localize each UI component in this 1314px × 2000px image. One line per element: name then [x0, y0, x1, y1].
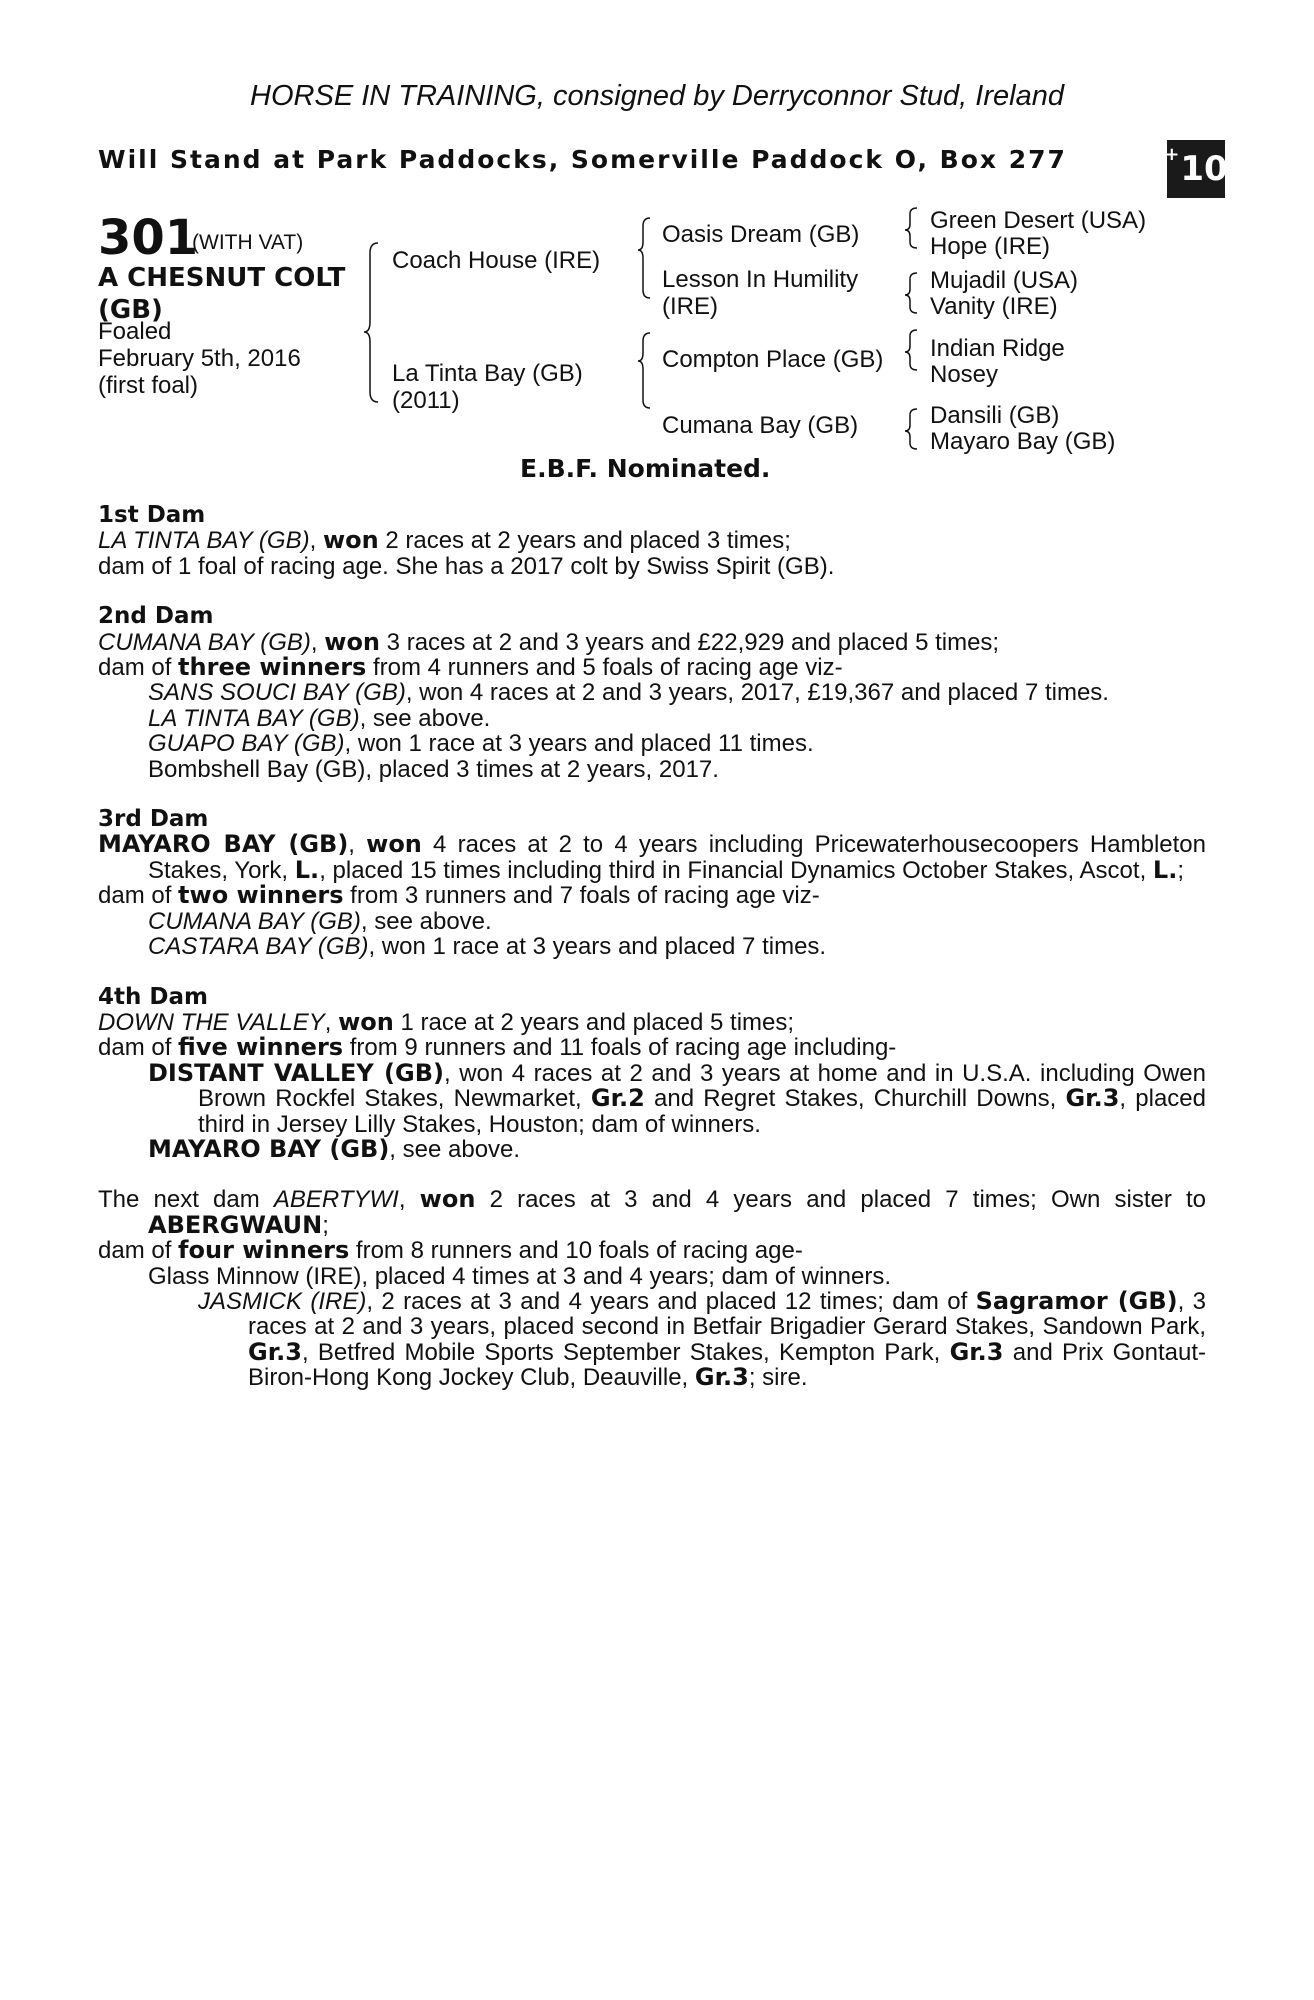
horse-name: CUMANA BAY (GB): [148, 907, 361, 935]
foal-note: (first foal): [98, 372, 199, 399]
record-text: 2 races at 3 and 4 years and placed 7 times; Own sister to: [475, 1186, 1207, 1214]
produce-entry: [98, 731, 1206, 756]
won-label: won: [338, 1007, 394, 1036]
text: from 4 runners and 5 foals of racing age viz-: [366, 654, 843, 682]
lot-description-line2: (GB): [98, 295, 163, 325]
horse-name: JASMICK (IRE): [198, 1287, 367, 1315]
record-text: , Betfred Mobile Sports September Stakes, Kempton Park,: [301, 1338, 950, 1366]
produce-entry: [98, 934, 1206, 959]
pedigree-dam-line1: La Tinta Bay (GB): [392, 360, 583, 387]
record-text: , won 1 race at 3 years and placed 7 times.: [368, 933, 827, 961]
pedigree-g6: Nosey: [930, 361, 999, 388]
record-text: 3 races at 2 and 3 years and £22,929 and placed 5 times;: [380, 628, 1000, 656]
ebf-nominated: E.B.F. Nominated.: [520, 454, 771, 483]
listed-label: L.: [1152, 855, 1178, 884]
next-dam-record: [98, 1187, 1206, 1238]
pedigree-g1: Green Desert (USA): [930, 207, 1147, 234]
grand-produce-entry: [98, 1286, 1207, 1392]
produce-entry: [98, 1134, 1206, 1163]
pedigree-g4: Vanity (IRE): [930, 293, 1058, 320]
text: dam of: [98, 1034, 179, 1062]
second-dam-section: [98, 604, 1206, 782]
text: ,: [398, 1186, 420, 1214]
pedigree-sire-sire: Oasis Dream (GB): [662, 221, 860, 248]
horse-name: ABERTYWI: [273, 1186, 399, 1214]
horse-name: DOWN THE VALLEY: [98, 1008, 325, 1036]
foaled-label: Foaled: [98, 318, 172, 345]
won-label: won: [324, 627, 381, 656]
pedigree-g3: Mujadil (USA): [930, 267, 1079, 294]
first-dam-section: [98, 503, 1206, 579]
won-label: won: [419, 1185, 476, 1214]
first-dam-title: 1st Dam: [98, 502, 206, 528]
winners-count: two winners: [178, 881, 344, 910]
text: dam of: [98, 654, 179, 682]
winners-count: four winners: [178, 1236, 350, 1265]
horse-name: LA TINTA BAY (GB): [148, 704, 360, 732]
produce-entry: Bombshell Bay (GB), placed 3 times at 2 years, 2017.: [148, 755, 719, 783]
record-text: , placed 15 times including third in Financial Dynamics October Stakes, Ascot,: [319, 856, 1153, 884]
horse-name: MAYARO BAY (GB): [148, 1134, 390, 1163]
record-text: 1 race at 2 years and placed 5 times;: [393, 1008, 795, 1036]
pedigree-dam-sire: Compton Place (GB): [662, 346, 884, 373]
horse-name: Sagramor (GB): [975, 1286, 1178, 1315]
group-label: Gr.3: [248, 1337, 302, 1366]
record-text: , see above.: [359, 704, 491, 732]
record-text: , 2 races at 3 and 4 years and placed 12 times; dam of: [366, 1287, 976, 1315]
horse-name: SANS SOUCI BAY (GB): [148, 679, 406, 707]
produce-entry: [98, 1058, 1207, 1138]
record-text: , won 4 races at 2 and 3 years at home and in U.S.A. including Owen Brown Rockfel Stakes, Newmarket,: [198, 1059, 1206, 1113]
record-text: , see above.: [389, 1135, 521, 1163]
badge-number: 10: [1180, 149, 1228, 189]
first-dam-produce: dam of 1 foal of racing age. She has a 2017 colt by Swiss Spirit (GB).: [98, 552, 835, 580]
first-dam-record: LA TINTA BAY (GB), won 2 races at 2 years and placed 3 times;: [98, 526, 791, 555]
won-label: won: [366, 830, 422, 859]
third-dam-record: MAYARO BAY (GB), won 4 races at 2 to 4 years including Pricewaterhousecoopers Hambleton Stakes, York, L., placed 15 times including third in Financial Dynamics October Stakes, Ascot, L.;: [98, 830, 1206, 884]
record-text: , placed third in Jersey Lilly Stakes, Houston; dam of winners.: [198, 1085, 1207, 1138]
text: from 3 runners and 7 foals of racing age viz-: [343, 882, 820, 910]
dam-lines: [98, 503, 1206, 1416]
third-dam-section: [98, 807, 1206, 959]
group-label: Gr.2: [590, 1084, 645, 1113]
pedigree-sire-dam-line2: (IRE): [662, 293, 718, 320]
fourth-dam-title: 4th Dam: [98, 983, 208, 1010]
record-text: , won 1 race at 3 years and placed 11 times.: [344, 730, 814, 758]
pedigree-g5: Indian Ridge: [930, 335, 1065, 362]
produce-entry: [98, 680, 1206, 705]
pedigree-g2: Hope (IRE): [930, 233, 1051, 260]
horse-name: GUAPO BAY (GB): [148, 730, 345, 758]
pedigree-dam-line2: (2011): [392, 387, 460, 414]
fourth-dam-produce-summary: [98, 1035, 1206, 1060]
horse-name: LA TINTA BAY (GB): [98, 527, 310, 555]
horse-name: DISTANT VALLEY (GB): [148, 1058, 444, 1087]
record-text: and Regret Stakes, Churchill Downs,: [644, 1085, 1066, 1113]
winners-count: five winners: [178, 1033, 344, 1062]
record-text: 2 races at 2 years and placed 3 times;: [378, 527, 791, 555]
second-dam-produce-summary: [98, 655, 1206, 680]
produce-entry: [98, 909, 1206, 934]
record-text: 4 races at 2 to 4 years including Pricewaterhousecoopers Hambleton Stakes, York,: [148, 831, 1206, 884]
lot-number: 301: [98, 210, 199, 266]
horse-name: ABERGWAUN: [148, 1210, 323, 1239]
second-dam-record: CUMANA BAY (GB), won 3 races at 2 and 3 years and £22,929 and placed 5 times;: [98, 627, 1000, 656]
foal-date: February 5th, 2016: [98, 345, 301, 372]
listed-label: L.: [294, 855, 320, 884]
fourth-dam-section: [98, 985, 1206, 1163]
pedigree-sire-dam-line1: Lesson In Humility: [662, 266, 859, 293]
won-label: won: [322, 526, 379, 555]
record-text: ; sire.: [748, 1364, 808, 1392]
group-label: Gr.3: [694, 1363, 749, 1392]
text: ;: [322, 1211, 329, 1239]
text: from 9 runners and 11 foals of racing age including-: [343, 1034, 897, 1062]
text: from 8 runners and 10 foals of racing age-: [349, 1237, 803, 1265]
record-text: , won 4 races at 2 and 3 years, 2017, £19,367 and placed 7 times.: [405, 679, 1109, 707]
produce-entry: [98, 706, 1206, 731]
pedigree-dam: [392, 360, 583, 414]
record-text: and Prix Gontaut-Biron-Hong Kong Jockey Club, Deauville,: [248, 1338, 1207, 1392]
next-dam-produce-summary: [98, 1238, 1206, 1263]
record-text: ;: [1177, 856, 1184, 884]
lot-description-line1: A CHESNUT COLT: [98, 263, 346, 293]
stand-location: Will Stand at Park Paddocks, Somerville Paddock O, Box 277: [98, 145, 1067, 174]
third-dam-produce-summary: [98, 883, 1206, 908]
text: The next dam: [98, 1186, 274, 1214]
group-label: Gr.3: [1065, 1084, 1120, 1113]
winners-count: three winners: [178, 653, 367, 682]
horse-name: CUMANA BAY (GB): [98, 628, 311, 656]
text: dam of: [98, 1237, 179, 1265]
pedigree-brackets: [0, 0, 1314, 470]
record-text: , see above.: [360, 907, 492, 935]
horse-name: MAYARO BAY (GB): [98, 830, 349, 859]
record-text: , 3 races at 2 and 3 years, placed second in Betfair Brigadier Gerard Stakes, Sandown Park,: [248, 1287, 1207, 1341]
pedigree-g8: Mayaro Bay (GB): [930, 428, 1116, 455]
pedigree-dam-dam: Cumana Bay (GB): [662, 412, 859, 439]
pedigree-g7: Dansili (GB): [930, 402, 1060, 429]
badge-plus: +: [1164, 144, 1180, 165]
pedigree-sire-dam: [662, 266, 858, 320]
fourth-dam-record: DOWN THE VALLEY, won 1 race at 2 years and placed 5 times;: [98, 1007, 795, 1036]
catalogue-header: HORSE IN TRAINING, consigned by Derryconnor Stud, Ireland: [250, 80, 1064, 112]
group-label: Gr.3: [949, 1337, 1004, 1366]
second-dam-title: 2nd Dam: [98, 603, 214, 630]
text: dam of: [98, 882, 179, 910]
third-dam-title: 3rd Dam: [98, 806, 209, 833]
produce-entry: Glass Minnow (IRE), placed 4 times at 3 and 4 years; dam of winners.: [148, 1262, 891, 1290]
next-dam-section: [98, 1187, 1206, 1390]
horse-name: CASTARA BAY (GB): [148, 933, 369, 961]
pedigree-sire: Coach House (IRE): [392, 247, 601, 274]
lot-vat: (WITH VAT): [192, 231, 304, 254]
